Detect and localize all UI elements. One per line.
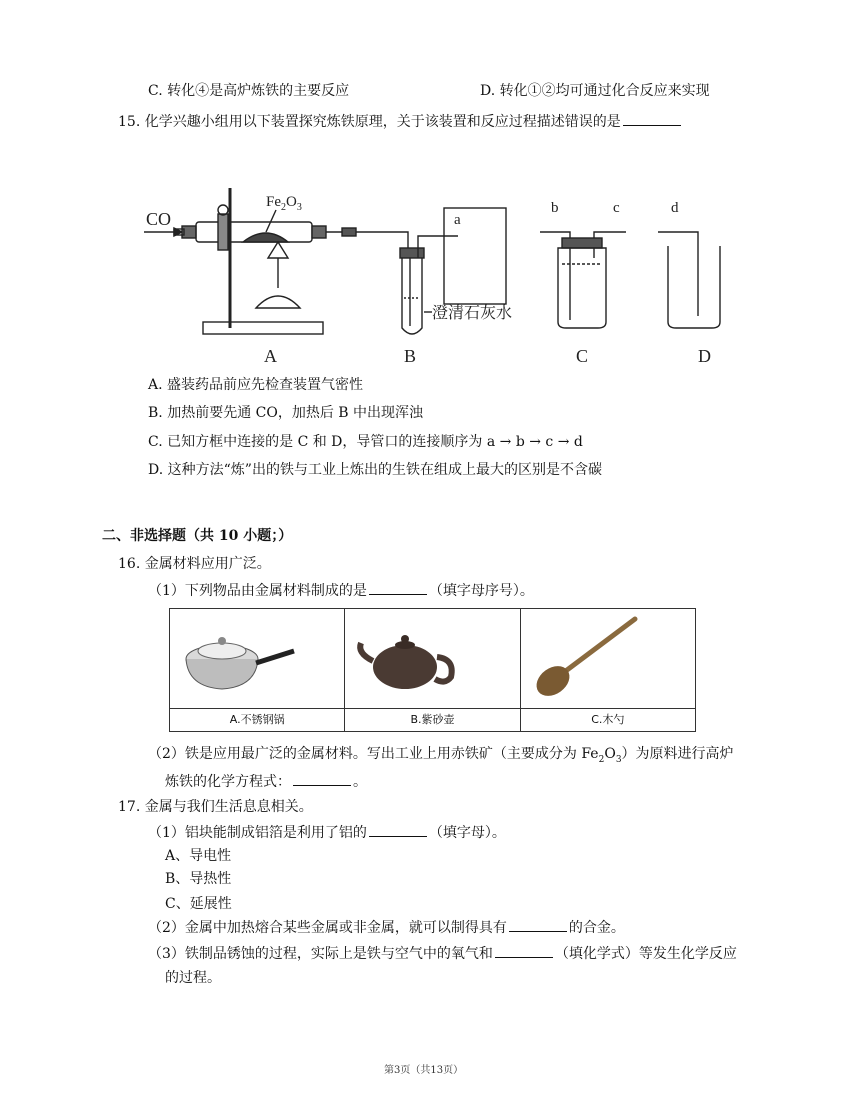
item-cell-a — [170, 609, 345, 731]
alcohol-lamp — [256, 296, 300, 308]
label-b: b — [551, 200, 559, 216]
q16-part2-line2-pre: 炼铁的化学方程式： — [165, 774, 291, 790]
item-caption-a: A.不锈钢锅 — [170, 708, 344, 731]
page-footer: 第3页（共13页） — [384, 1065, 464, 1076]
stand-base — [203, 322, 323, 334]
q14-option-d: D. 转化①②均可通过化合反应来实现 — [480, 83, 710, 99]
q16-part2-pre: （2）铁是应用最广泛的金属材料。写出工业上用赤铁矿（主要成分为 — [148, 746, 582, 762]
q16-stem: 16. 金属材料应用广泛。 — [118, 556, 271, 572]
d-beaker — [668, 246, 720, 328]
fe2o3-label: $Fe_2O_3$ — [266, 194, 302, 213]
section-heading: 二、非选择题（共 10 小题；） — [102, 528, 293, 544]
q15-option-a: A. 盛装药品前应先检查装置气密性 — [148, 377, 364, 393]
q17-part1-blank[interactable] — [369, 824, 427, 837]
q16-part1-post: （填字母序号）。 — [428, 583, 534, 599]
limewater-label: 澄清石灰水 — [432, 305, 513, 322]
q15-option-b: B. 加热前要先通 CO，加热后 B 中出现浑浊 — [148, 405, 424, 421]
c-bottle — [558, 248, 606, 328]
b-outlet-tube — [418, 236, 458, 244]
q17-part3-post: （填化学式）等发生化学反应 — [554, 946, 737, 962]
delivery-tube-1 — [326, 232, 408, 250]
q16-item-table — [169, 608, 696, 732]
q17-part2-blank[interactable] — [509, 919, 567, 932]
fe2o3-pointer — [266, 210, 276, 232]
label-B: B — [404, 346, 417, 366]
q15-option-d: D. 这种方法“炼”出的铁与工业上炼出的生铁在组成上最大的区别是不含碳 — [148, 462, 602, 478]
q16-part1 — [148, 580, 534, 600]
q15-option-c: C. 已知方框中连接的是 C 和 D，导管口的连接顺序为 a → b → c → d — [148, 434, 583, 450]
right-stopper — [312, 226, 326, 238]
q15-stem — [118, 111, 683, 131]
q17-part1 — [148, 822, 506, 842]
b-test-tube — [402, 258, 422, 334]
b-stopper — [400, 248, 424, 258]
lamp-flame — [268, 242, 288, 258]
q14-option-c: C. 转化④是高炉炼铁的主要反应 — [148, 83, 350, 99]
q17-option-c: C、延展性 — [165, 896, 232, 912]
item-cell-c — [521, 609, 695, 731]
apparatus-figure — [138, 188, 748, 370]
stainless-pot-image — [170, 609, 300, 707]
q16-part2-line1 — [148, 743, 734, 765]
q15-answer-blank[interactable] — [623, 113, 681, 126]
rubber-joint — [342, 228, 356, 236]
q16-part2-formula: $Fe_2O_3$ — [581, 746, 622, 765]
label-A: A — [264, 346, 277, 366]
item-caption-c: C.木勺 — [521, 708, 695, 731]
label-C: C — [576, 346, 589, 366]
item-caption-b: B.紫砂壶 — [345, 708, 519, 731]
q16-part2-line2-post: 。 — [353, 774, 367, 790]
q16-part2-post: ）为原料进行高炉 — [621, 746, 734, 762]
item-cell-b — [345, 609, 520, 731]
q15-stem-text: 15. 化学兴趣小组用以下装置探究炼铁原理，关于该装置和反应过程描述错误的是 — [118, 114, 621, 130]
q17-part3-line2: 的过程。 — [165, 970, 221, 986]
clamp — [218, 214, 228, 250]
q17-part2 — [148, 917, 625, 937]
q17-part2-pre: （2）金属中加热熔合某些金属或非金属，就可以制得具有 — [148, 920, 507, 936]
d-tube — [658, 232, 698, 316]
label-d: d — [671, 200, 679, 216]
label-a: a — [454, 212, 461, 228]
q16-equation-blank[interactable] — [293, 773, 351, 786]
q17-part2-post: 的合金。 — [568, 920, 625, 936]
q17-part1-post: （填字母）。 — [428, 825, 506, 841]
fe2o3-powder — [243, 233, 288, 242]
label-c: c — [613, 200, 620, 216]
q17-option-b: B、导热性 — [165, 871, 232, 887]
q17-part1-pre: （1）铝块能制成铝箔是利用了铝的 — [148, 825, 367, 841]
co-label: CO — [146, 209, 172, 229]
q17-stem: 17. 金属与我们生活息息相关。 — [118, 799, 313, 815]
q16-part2-line2 — [165, 771, 367, 791]
wooden-spoon-image — [521, 609, 651, 707]
q16-part1-blank[interactable] — [369, 582, 427, 595]
clay-teapot-image — [345, 609, 475, 707]
q17-part3-pre: （3）铁制品锈蚀的过程，实际上是铁与空气中的氧气和 — [148, 946, 493, 962]
q17-option-a: A、导电性 — [165, 848, 232, 864]
q17-part3-blank[interactable] — [495, 945, 553, 958]
c-stopper — [562, 238, 602, 248]
label-D: D — [698, 346, 711, 366]
q16-part1-pre: （1）下列物品由金属材料制成的是 — [148, 583, 367, 599]
q17-part3 — [148, 943, 737, 963]
